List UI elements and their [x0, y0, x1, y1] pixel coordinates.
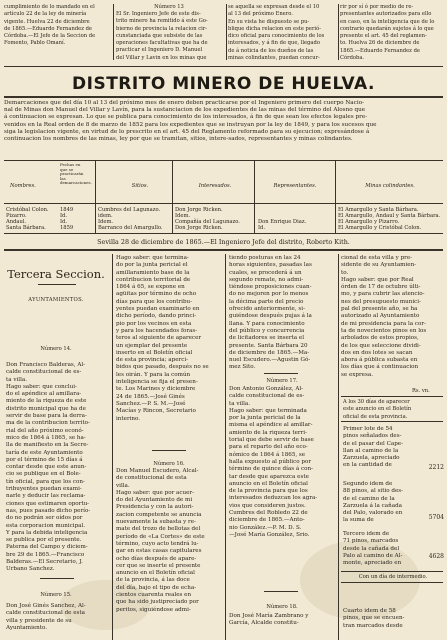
notice-divider — [40, 578, 74, 579]
notice-divider — [264, 591, 298, 592]
row-interesado: Idem. — [175, 213, 191, 219]
notice-17-text: Don Antonio González, Al- calde constitucional de es- ta villa. Hago saber: que terminada por la junta pericial de la misma el apéndice al amillar- amiento de la riqueza terri- torial que debe servir de base para el reparto del año eco- nómico de 1864 á 1865, se halla expuesto al público por término de quince días á con- tar desde que aparezca este anuncio en el Boletín oficial de la provincia para que los interesados deduzcan los agra- vios que consideren justos. Cumbres del Robledo 22 de diciembre de 1865.—Anto- nio González.—P. M. D. S. —José María González, Srio. — [229, 386, 318, 538]
table-header-colindantes: Minas colindantes. — [365, 183, 415, 189]
row-nombre: Cristóbal Colon. — [6, 207, 49, 213]
notice-16-text: Don Manuel Escudero, Alcal- de constitucional de esta villa. Hago saber: que por acuer- do del Ayuntamiento de mi Presidencia y con la autori- zacion competente se anuncia nuevamente la subasta y re- mate del trozo de bellotas del período de «La Cortes» de este término, cuyo acto tendrá lu- gar en estas casas capitulares ocho días después de apare- cer que se inserte el presente anuncio en el Boletín oficial de la provincia, á las doce del día, bajo el tipo de echa- cientos cuarenta reales en que ha sido justipreciado por peritos, siguiéndose admi- — [116, 468, 205, 613]
row-interesado: Don Jorge Ricken. — [175, 207, 223, 213]
row-colindantes: El Amargullo y Santa Bárbara. — [338, 207, 419, 213]
notice-15-body: Hago saber: que termina- do por la junta pericial el amillaramiento base de la contribucion territorial de 1864 á 65, se expone en agüitas por término de ocho días para que los contribu- yentes puedan examinarlo en dicho período, dando princi- pio por los vecinos en esta y para los hacendados foras- teros al siguiente de aparecer un ejemplar del presente inserto en el Boletín oficial de esta provincia; aperci- bidos que pasado, después no se les oirán. Y para la común inteligencia se fija el presen- te. Los Marines y diciembre 24 de 1865.—José Ginés Sanchez.—P. S. M.—José Macías y Rincon, Secretario interino. — [116, 255, 209, 422]
top-col2-text: El Sr. Ingeniero Jefe de este dis- trito minero ha remitido á este Go- bierno de provincia la relacion cir- cunstanciada que subsiste de las operaciones facultativas que ha de practicar el Ingeniero D. Manuel del Villar y Lavin en los minas que — [116, 11, 208, 61]
row-sitio: Barranco del Amargullo. — [98, 225, 163, 231]
top-col3-text: se aquella se expresan desde el 10 al 13 del próximo Enero. En su vista he dispuesto se pu- blique dicha relacion en este perió- dico oficial para conocimiento de los interesados, y á fin de que, llegado de á noticia de los dueños de las minas colindantes, puedan concur- — [228, 4, 325, 62]
row-colindantes: El Amargullo, Andaul y Santa Bárbara. — [338, 213, 441, 219]
currency-label: Rs. vn. — [412, 388, 430, 394]
top-col1-text: cumplimiento de lo mandado en el artículo 22 de la ley de minería vigente. Huelva 22 de diciembre de 1865.—Eduardo Fernandez de Córdoba.—El Jefe de la Seccion de Fomento, Pablo Omaní. — [4, 4, 96, 47]
table-col-divider — [95, 160, 96, 233]
lot-1-text: Primer lote de 54 pinos señalados des- de el pasar del Cape- llan al camino de la Zarzuela, apreciado en la cantidad de — [343, 426, 403, 469]
lot-4-text: Cuarto idem de 58 pinos, que se encuen- tran marcados desde — [343, 608, 405, 629]
row-fecha: Id. — [60, 219, 68, 225]
row-nombre: Santa Bárbara. — [6, 225, 46, 231]
row-fecha: 1849 — [60, 207, 74, 213]
row-sitio: Cumbres del Lagunazo. — [98, 207, 161, 213]
notice-18-continuation: cional de esta villa y pre- sidente de su Ayuntamien- to. Hago saber: que por Real órden de 17 de octubre últi- mo, y para cubrir las atencio- nes del presupuesto munici- pal del presente año, se ha autorizado al Ayuntamiento de mi presidencia para la cor- ta de novecientos pinos en los arbolados de estos propios, de los que seleccione dividi- dos en dos lotes se sacan abora á pública subasta en los días que á continuacion se expresa. — [341, 255, 427, 378]
ayuntamientos-heading: AYUNTAMIENTOS. — [28, 297, 84, 303]
row-interesado: Compañía del Lagunazo. — [175, 219, 240, 225]
table-header-representantes: Representantes. — [273, 183, 317, 189]
intermission-note: Con un día de intermedio. — [358, 574, 428, 580]
list-rule — [341, 582, 443, 583]
column-divider — [226, 4, 227, 60]
lot-3-text: Tercero idem de 71 pinos, marcados desde la cañada del Palo al camino de Al- monte, apreciado en — [343, 531, 403, 567]
table-col-divider — [172, 160, 173, 233]
notice-divider — [152, 450, 186, 451]
notice-18-text: Don José María Zambrano y García, Alcalde constitu- — [229, 613, 309, 627]
notice-16-continuation: tiendo posturas en las 24 horas siguientes, pasadas las cuales, se procederá á un segundo remate, no admi- tiéndose proposiciones cuan- do no mejoren por lo menos la décima parte del precio ofrecido anteriormente, si- guiéndose después pujas á la llana. Y para conocimiento del público y concurrencia de licitadores se inserta el presente. Santa Bárbara 20 de diciembre de 1865.—Ma- nuel Escudero.—Agustin Gó- mez Sito. — [229, 255, 312, 371]
notice-15-text: Don José Ginés Sanchez, Al- calde constitucional de esta villa y presidente de su Ayuntamiento. — [6, 603, 86, 631]
lot-2-text: Segundo idem de 88 pinos, al sitio des- de el camino de la Zarzuela á la cañada del Palo, valorado en la suma de — [343, 481, 404, 524]
table-header-rule — [4, 203, 443, 204]
top-col2-number: Número 13 — [154, 4, 184, 10]
row-fecha: 1859 — [60, 225, 74, 231]
list-rule — [341, 396, 443, 397]
column-divider — [225, 254, 226, 640]
banner-rule — [4, 66, 443, 67]
column-divider — [338, 4, 339, 60]
row-sitio: idem. — [98, 213, 113, 219]
table-header-sitios: Sitios. — [131, 183, 149, 189]
table-col-divider — [254, 160, 255, 233]
lot-2-amount: 5704 — [428, 514, 444, 521]
notice-18-number: Número 18. — [266, 604, 298, 610]
list-rule — [341, 571, 443, 572]
row-fecha: Id. — [60, 213, 68, 219]
table-header-interesados: Interesados. — [198, 183, 232, 189]
column-divider — [112, 254, 113, 640]
row-colindantes: El Amargullo y Cristóbal Colon. — [338, 225, 422, 231]
auction-date-note: A los 30 días de aparecer este anuncio en el Boletín oficial de esta provincia. — [343, 399, 412, 420]
column-divider — [338, 254, 339, 640]
row-representante: Id. — [258, 225, 266, 231]
top-col4-text: rir por sí ó por medio de re- presentantes autorizados para ello en caso, en la inteligencia que de lo contrario quedarán sujetos á lo que presente el art. 45 del reglamen- to. Huelva 26 de diciembre de 1865.—Eduardo Fernandez de Córdoba. — [340, 4, 435, 62]
notice-15-number: Número 15. — [40, 592, 72, 598]
column-divider — [113, 4, 114, 60]
row-interesado: Don Jorge Ricken. — [175, 225, 223, 231]
row-sitio: Idem. — [98, 219, 114, 225]
table-bottom-rule — [4, 233, 443, 234]
row-nombre: Pizarro. — [6, 213, 27, 219]
row-colindantes: El Amargullo y Pizarro. — [338, 219, 400, 225]
heading-underline — [38, 284, 76, 285]
notice-17-number: Número 17. — [266, 378, 298, 384]
table-header-nombres: Nombres. — [10, 183, 36, 189]
table-top-rule — [4, 160, 443, 161]
notice-14-number: Número 14. — [40, 346, 72, 352]
notice-divider — [264, 373, 298, 374]
lot-1-amount: 2212 — [428, 464, 444, 471]
district-signature: Sevilla 28 de diciembre de 1865.—El Ingeniero Jefe del distrito, Roberto Kith. — [97, 238, 350, 246]
intro-paragraph: Demarcaciones que del día 10 al 13 del próximo mes de enero deben practicarse por el Ingeniero primero del cuerpo Nacio- nal de Minas don Manuel del Villar y Lavín, para la sustanciacion de los expedientes de las minas del término del Alosno que á continuacion se expresan. Lo que se publica para conocimiento de los interesados, á fin de que sean los efectos legales pre- venidos en la Real orden de 8 de marzo de 1852 para los expedientes que se instruyan por la ley de 1849, y para los sucesos que siga la legislacion vigente, en virtud de lo prescrito en el art. 45 del Reglamento reformado para su ejecucion; expresándose á continuacion los nombres de las minas, ley por que se tramitan, sitios, intere-sados, representantes y minas colindantes. — [4, 100, 377, 143]
row-representante: Don Enrique Diaz. — [258, 219, 307, 225]
section-heading: Tercera Seccion. — [7, 267, 105, 281]
section-rule — [4, 249, 443, 251]
district-banner: DISTRITO MINERO DE HUELVA. — [72, 74, 375, 94]
notice-14-text: Don Francisco Balderas, Al- calde constitucional de es- ta villa. Hago saber: que conclui- do el apéndice al amillara- miento de la riqueza de este distrito municipal que ha de servir de base para la derra- ma de la contribucion territo- rial del año próximo econó- mico de 1864 á 1865, se ha- lla de manifiesto en la Secre- taría de este Ayuntamiento por el término de 15 días á contar desde que este anun- cio se publique en el Bole- tín oficial, para que los con- tribuyentes puedan exami- narle y deducir las reclama- ciones que estimaren oportu- nas, pues pasado dicho perío- do no podrán ser oídos por esta corporacion municipal. Y para la debida inteligencia se publica por el presente. Paterna del Campo y diciem- bre 29 de 1865.—Francisco Balderas.—El Secretario, J. Urbano Sanchez. — [6, 362, 91, 573]
list-rule — [341, 421, 443, 422]
notice-16-number: Número 16. — [153, 461, 185, 467]
banner-rule — [4, 96, 443, 98]
table-col-divider — [335, 160, 336, 233]
table-header-fechas: Fechas en que se practicarán las demarcaciones. — [60, 162, 92, 186]
row-nombre: Andaul. — [6, 219, 27, 225]
lot-3-amount: 4628 — [428, 553, 444, 560]
